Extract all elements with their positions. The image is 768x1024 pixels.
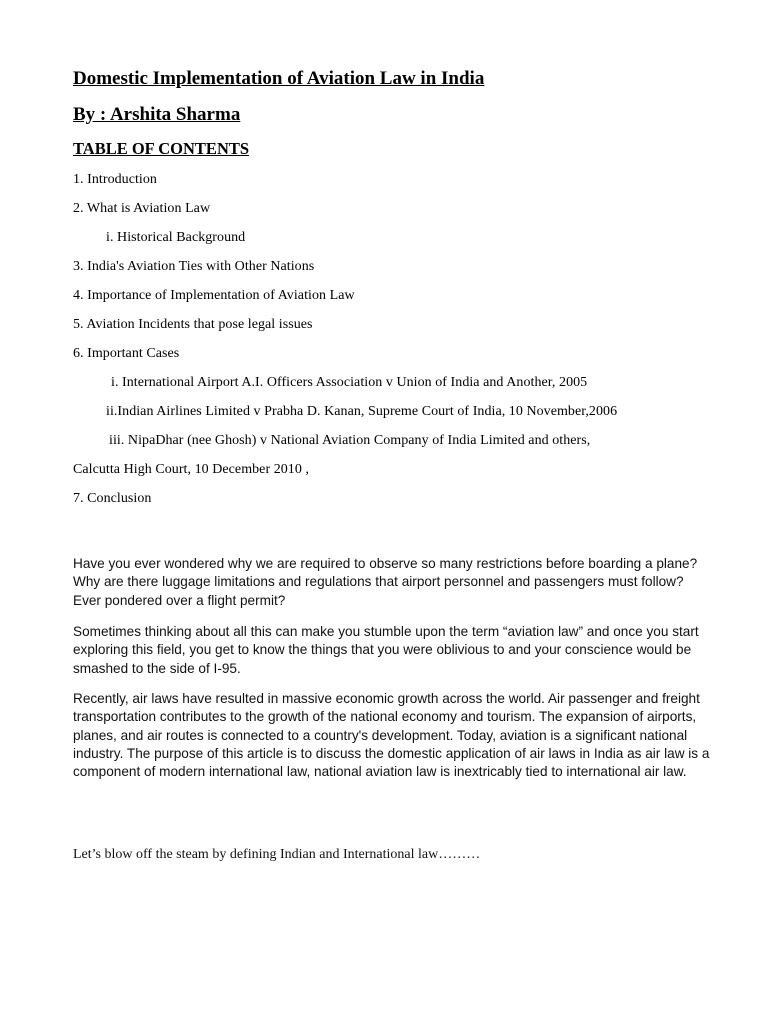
document-title: Domestic Implementation of Aviation Law in India [73, 68, 485, 89]
toc-subitem-case-3-continued: Calcutta High Court, 10 December 2010 , [73, 462, 310, 477]
toc-item-conclusion: 7. Conclusion [73, 491, 152, 506]
toc-subitem-case-1: i. International Airport A.I. Officers Association v Union of India and Another, 2005 [111, 375, 588, 390]
toc-subitem-case-2: ii.Indian Airlines Limited v Prabha D. Kanan, Supreme Court of India, 10 November,2006 [106, 404, 618, 419]
toc-subitem-case-3: iii. NipaDhar (nee Ghosh) v National Aviation Company of India Limited and others, [109, 433, 591, 448]
body-paragraph-4: Let’s blow off the steam by defining Indian and International law……… [73, 847, 481, 862]
toc-item-importance-of-implementation: 4. Importance of Implementation of Aviation Law [73, 288, 355, 303]
document-author: By : Arshita Sharma [73, 104, 241, 125]
toc-item-important-cases: 6. Important Cases [73, 346, 180, 361]
toc-item-what-is-aviation-law: 2. What is Aviation Law [73, 201, 211, 216]
toc-heading: TABLE OF CONTENTS [73, 139, 250, 158]
toc-subitem-historical-background: i. Historical Background [106, 230, 246, 245]
body-paragraph-1: Have you ever wondered why we are required to observe so many restrictions before boarding a plane? Why are there luggage limitations and regulations that airport personnel and passengers must follow? Ever pondered over a flight permit? [73, 556, 698, 608]
body-paragraph-2: Sometimes thinking about all this can make you stumble upon the term “aviation law” and once you start exploring this field, you get to know the things that you were oblivious to and your conscience would be smashed to the side of I-95. [73, 624, 699, 676]
toc-item-aviation-ties: 3. India's Aviation Ties with Other Nations [73, 259, 315, 274]
toc-item-introduction: 1. Introduction [73, 172, 157, 187]
toc-item-aviation-incidents: 5. Aviation Incidents that pose legal issues [73, 317, 313, 332]
body-paragraph-3: Recently, air laws have resulted in massive economic growth across the world. Air passenger and freight transportation contributes to the growth of the national economy and tourism. The expansion of airports, planes, and air routes is connected to a country's development. Today, aviation is a significant national industry. The purpose of this article is to discuss the domestic application of air laws in India as air law is a component of modern international law, national aviation law is inextricably tied to international air law. [73, 691, 710, 780]
